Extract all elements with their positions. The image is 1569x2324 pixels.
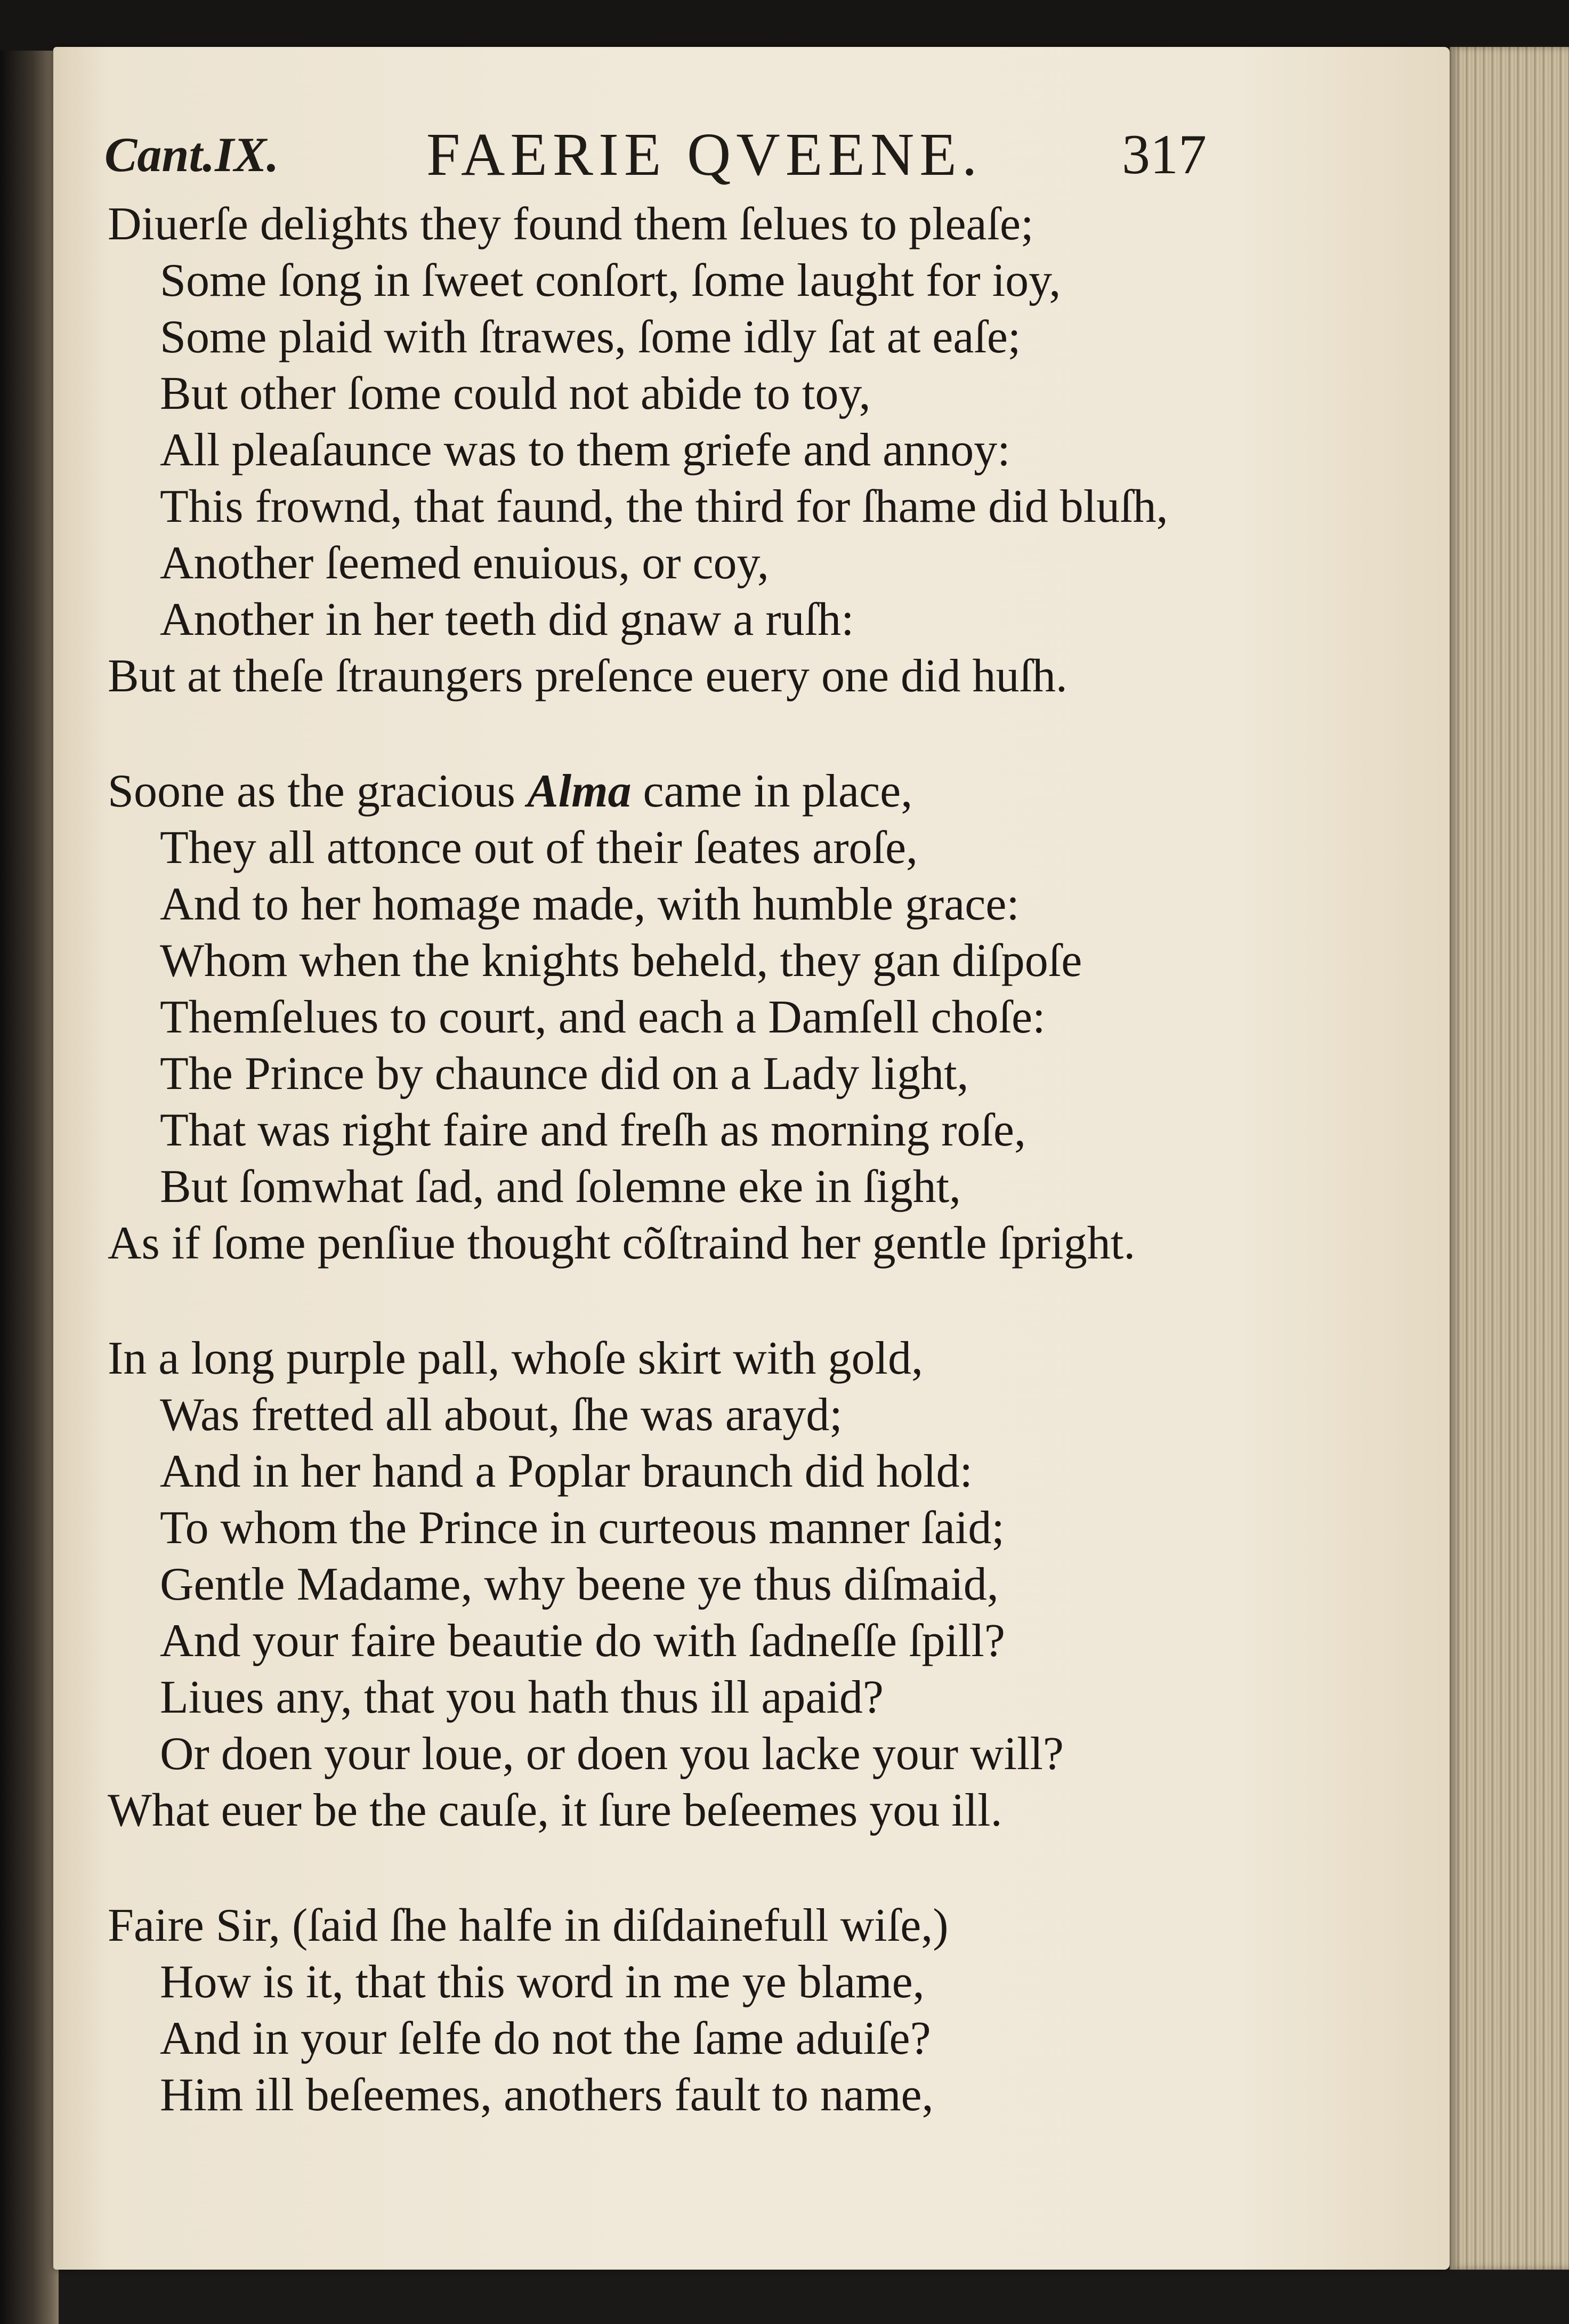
verse-line: Was fretted all about, ſhe was arayd; [160, 1389, 843, 1441]
verse-line: As if ſome penſiue thought cõſtraind her gentle ſpright. [108, 1217, 1136, 1269]
verse-line: Gentle Madame, why beene ye thus diſmaid, [160, 1559, 999, 1610]
verse-line: Or doen your loue, or doen you lacke your will? [160, 1728, 1064, 1780]
verse-line: They all attonce out of their ſeates aroſe, [160, 822, 918, 874]
verse-line [108, 763, 912, 820]
verse-text: Soone as the gracious [108, 765, 527, 817]
verse-line: But other ſome could not abide to toy, [160, 368, 871, 419]
verse-line: The Prince by chaunce did on a Lady light, [160, 1048, 969, 1100]
verse-line: This frownd, that faund, the third for ſhame did bluſh, [160, 481, 1168, 532]
verse-line: Another in her teeth did gnaw a ruſh: [160, 594, 854, 645]
verse-line: And in her hand a Poplar braunch did hold: [160, 1446, 973, 1497]
verse-line: All pleaſaunce was to them griefe and annoy: [160, 424, 1010, 476]
verse-line: Some plaid with ſtrawes, ſome idly ſat at eaſe; [160, 311, 1021, 363]
verse-line: Another ſeemed enuious, or coy, [160, 537, 769, 589]
verse-line: Themſelues to court, and each a Damſell choſe: [160, 991, 1046, 1043]
verse-text: came in place, [631, 765, 913, 817]
verse-line: How is it, that this word in me ye blame, [160, 1956, 925, 2008]
page-number: 317 [1122, 123, 1207, 185]
verse-line: Some ſong in ſweet conſort, ſome laught for ioy, [160, 255, 1061, 306]
verse-line: What euer be the cauſe, it ſure beſeemes you ill. [108, 1785, 1002, 1836]
verse-line: That was right faire and freſh as morning roſe, [160, 1104, 1026, 1156]
verse-line: And in your ſelfe do not the ſame aduiſe? [160, 2013, 931, 2064]
verse-line: But at theſe ſtraungers preſence euery one did huſh. [108, 650, 1067, 702]
page-fore-edge [1450, 47, 1569, 2270]
verse-line: Him ill beſeemes, anothers fault to name, [160, 2069, 934, 2121]
verse-line: But ſomwhat ſad, and ſolemne eke in ſight, [160, 1161, 961, 1213]
verse-line: And to her homage made, with humble grace: [160, 878, 1020, 930]
verse-line: To whom the Prince in curteous manner ſaid; [160, 1502, 1005, 1554]
verse-line: And your faire beautie do with ſadneſſe ſpill? [160, 1615, 1005, 1667]
character-name: Alma [527, 765, 632, 817]
verse-line: Faire Sir, (ſaid ſhe halfe in diſdainefull wiſe,) [108, 1900, 949, 1951]
verse-line: Whom when the knights beheld, they gan diſpoſe [160, 935, 1082, 987]
verse-line: Liues any, that you hath thus ill apaid? [160, 1672, 884, 1723]
verse-line: Diuerſe delights they found them ſelues to pleaſe; [108, 198, 1034, 250]
canto-heading: Cant.IX. [104, 127, 279, 182]
verse-line: In a long purple pall, whoſe skirt with gold, [108, 1333, 923, 1384]
running-title: FAERIE QVEENE. [426, 120, 983, 188]
